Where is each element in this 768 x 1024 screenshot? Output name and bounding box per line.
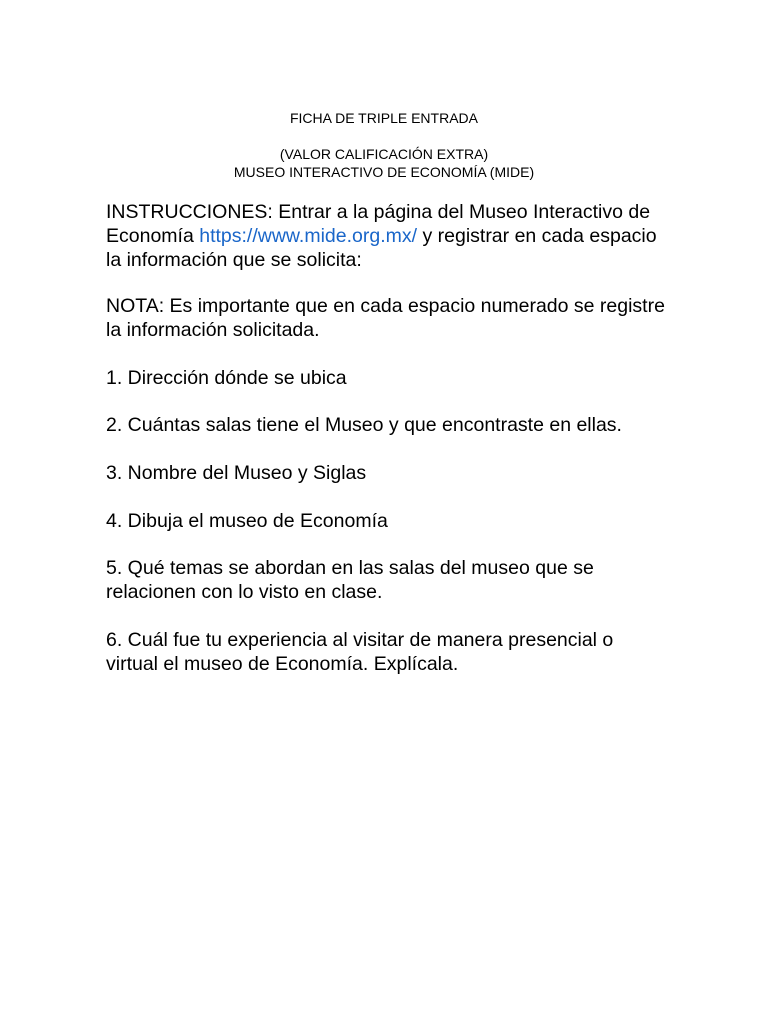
instructions-paragraph: [106, 200, 666, 272]
instructions-suffix: y registrar en cada espacio la información que se solicita:: [106, 225, 657, 271]
museum-website-link[interactable]: https://www.mide.org.mx/: [199, 225, 418, 247]
document-subtitle-museum: MUSEO INTERACTIVO DE ECONOMÍA (MIDE): [233, 164, 535, 180]
question-item-3: 3. Nombre del Museo y Siglas: [106, 462, 367, 484]
question-item-1: 1. Dirección dónde se ubica: [106, 367, 347, 389]
question-item-5: 5. Qué temas se abordan en las salas del museo que se relacionen con lo visto en clase.: [106, 557, 594, 603]
question-item-2: 2. Cuántas salas tiene el Museo y que encontraste en ellas.: [106, 414, 622, 436]
document-title: FICHA DE TRIPLE ENTRADA: [289, 110, 478, 126]
instructions-prefix: INSTRUCCIONES: Entrar a la página del Museo Interactivo de Economía: [106, 201, 651, 247]
document-subtitle-extra-credit: (VALOR CALIFICACIÓN EXTRA): [279, 146, 489, 162]
question-item-4: 4. Dibuja el museo de Economía: [106, 510, 388, 532]
question-item-6: 6. Cuál fue tu experiencia al visitar de manera presencial o virtual el museo de Economía. Explícala.: [106, 629, 614, 675]
note-paragraph: NOTA: Es importante que en cada espacio numerado se registre la información solicitada.: [106, 295, 665, 341]
